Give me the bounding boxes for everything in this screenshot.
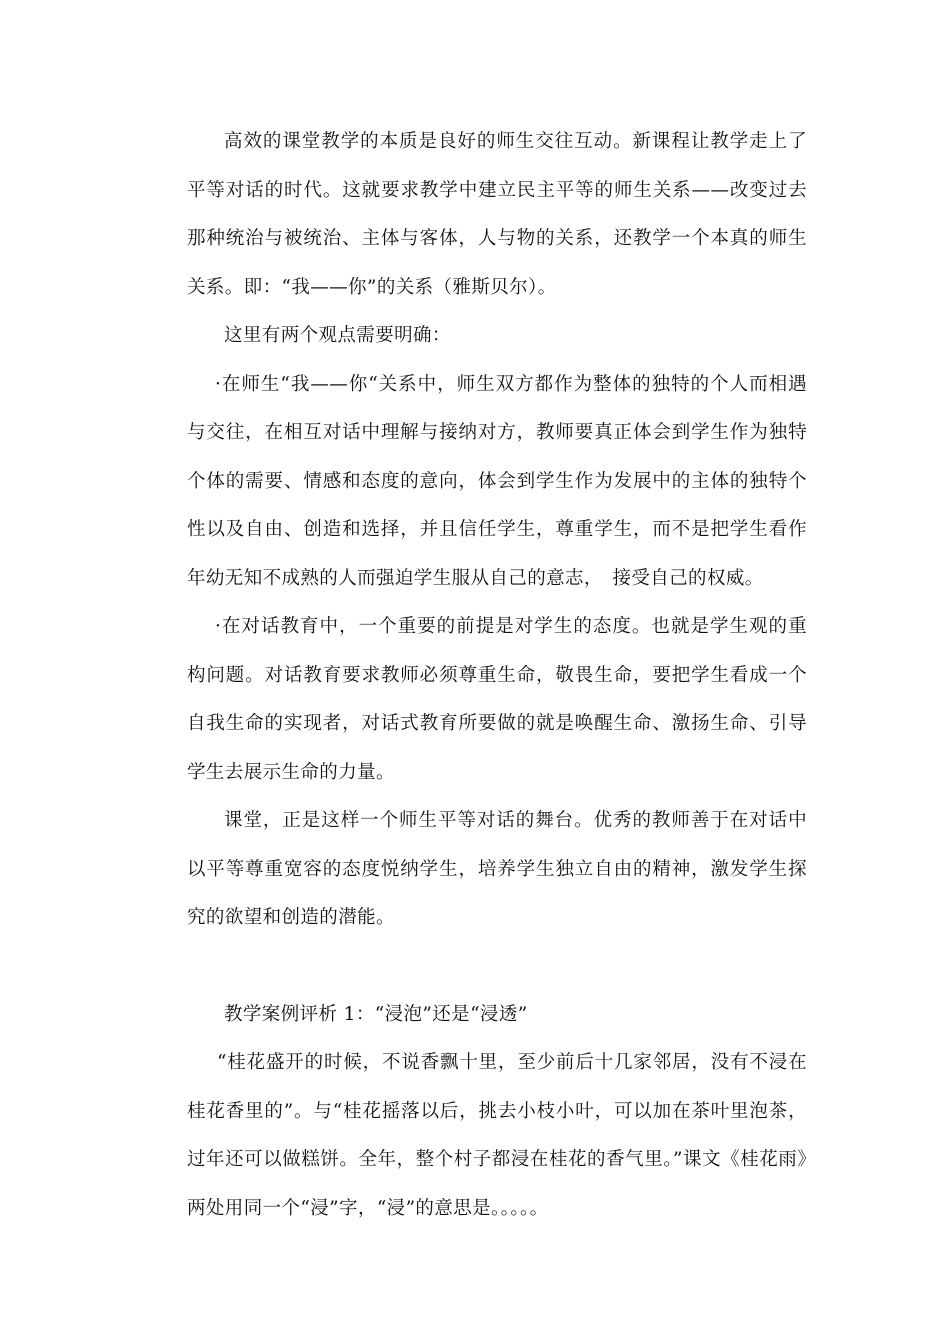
paragraph-two-viewpoints: 这里有两个观点需要明确： — [224, 325, 451, 346]
paragraph-intro: 高效的课堂教学的本质是良好的师生交往互动。新课程让教学走上了平等对话的时代。这就要求教学中建立民主平等的师生关系——改变过去那种统治与被统治、主体与客体，人与物的关系，还教学一个本真的师生关系。即：“我——你”的关系（雅斯贝尔）。 — [187, 131, 807, 298]
case-paragraph: “桂花盛开的时候，不说香飘十里，至少前后十几家邻居，没有不浸在桂花香里的”。与“桂花摇落以后，挑去小枝小叶，可以加在茶叶里泡茶，过年还可以做糕饼。全年，整个村子都浸在桂花的香气里。”课文《桂花雨》两处用同一个“浸”字，“浸”的意思是。。。。。 — [187, 1052, 807, 1219]
document-body — [187, 118, 807, 1233]
paragraph-classroom-stage: 课堂，正是这样一个师生平等对话的舞台。优秀的教师善于在对话中以平等尊重宽容的态度悦纳学生，培养学生独立自由的精神，激发学生探究的欲望和创造的潜能。 — [187, 810, 807, 928]
paragraph-viewpoint-one: ·在师生“我——你“关系中，师生双方都作为整体的独特的个人而相遇与交往，在相互对话中理解与接纳对方，教师要真正体会到学生作为独特个体的需要、情感和态度的意向，体会到学生作为发展中的主体的独特个性以及自由、创造和选择，并且信任学生，尊重学生，而不是把学生看作年幼无知不成熟的人而强迫学生服从自己的意志， 接受自己的权威。 — [187, 373, 807, 589]
case-title: 教学案例评析 1：“浸泡”还是“浸透” — [224, 1003, 528, 1025]
paragraph-viewpoint-two: ·在对话教育中，一个重要的前提是对学生的态度。也就是学生观的重构问题。对话教育要求教师必须尊重生命，敬畏生命，要把学生看成一个自我生命的实现者，对话式教育所要做的就是唤醒生命、激扬生命、引导学生去展示生命的力量。 — [187, 616, 807, 783]
